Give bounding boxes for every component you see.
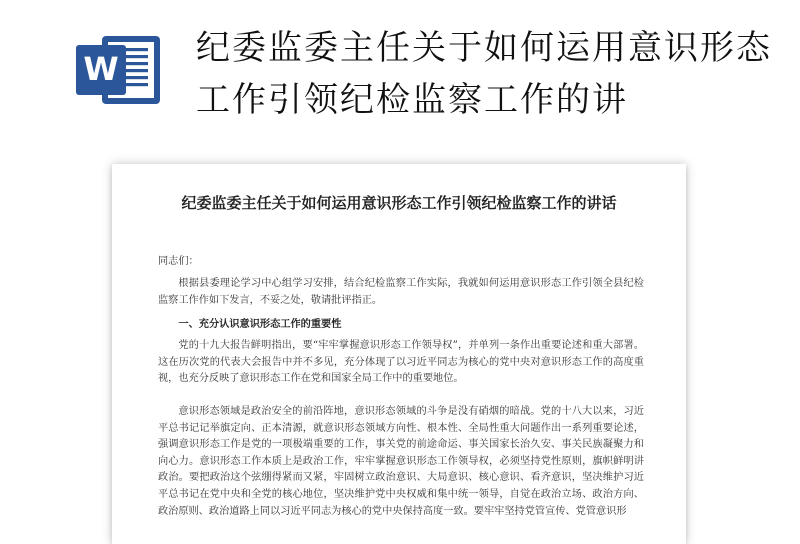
- body-paragraph-1: 党的十九大报告鲜明指出，要“牢牢掌握意识形态工作领导权”，并单列一条作出重要论述和重大部署。这在历次党的代表大会报告中并不多见，充分体现了以习近平同志为核心的党中央对意识形态工作的高度重视，也充分反映了意识形态工作在党和国家全局工作中的重要地位。: [158, 340, 644, 385]
- section-heading: 一、充分认识意识形态工作的重要性: [178, 318, 342, 330]
- salutation: 同志们：: [158, 256, 199, 267]
- word-icon: [74, 32, 164, 108]
- word-icon-letter: W: [83, 50, 119, 88]
- document-title: 纪委监委主任关于如何运用意识形态工作引领纪检监察工作的讲话: [181, 194, 617, 212]
- body-paragraph-2: 意识形态领域是政治安全的前沿阵地，意识形态领域的斗争是没有硝烟的暗战。党的十八大以来，习近平总书记记举旗定向、正本清源，就意识形态领域方向性、根本性、全局性重大问题作出一系列重要论述，强调意识形态工作是党的一项极端重要的工作，事关党的前途命运、事关国家长治久安、事关民族凝聚力和向心力。意识形态工作本质上是政治工作，牢牢掌握意识形态工作领导权，必须坚持党性原则，旗帜鲜明讲政治。要把政治这个弦绷得紧而又紧，牢固树立政治意识、大局意识、核心意识、看齐意识，坚决维护习近平总书记在党中央和全党的核心地位，坚决维护党中央权威和集中统一领导，自觉在政治立场、政治方向、政治原则、政治道路上同以习近平同志为核心的党中央保持高度一致。要牢牢坚持党管宣传、党管意识形: [158, 406, 644, 517]
- intro-paragraph: 根据县委理论学习中心组学习安排，结合纪检监察工作实际，我就如何运用意识形态工作引领全县纪检监察工作作如下发言，不妥之处，敬请批评指正。: [158, 278, 644, 306]
- banner-header: [0, 0, 800, 150]
- document-page: [112, 164, 686, 544]
- banner-title: 纪委监委主任关于如何运用意识形态工作引领纪检监察工作的讲: [196, 28, 772, 120]
